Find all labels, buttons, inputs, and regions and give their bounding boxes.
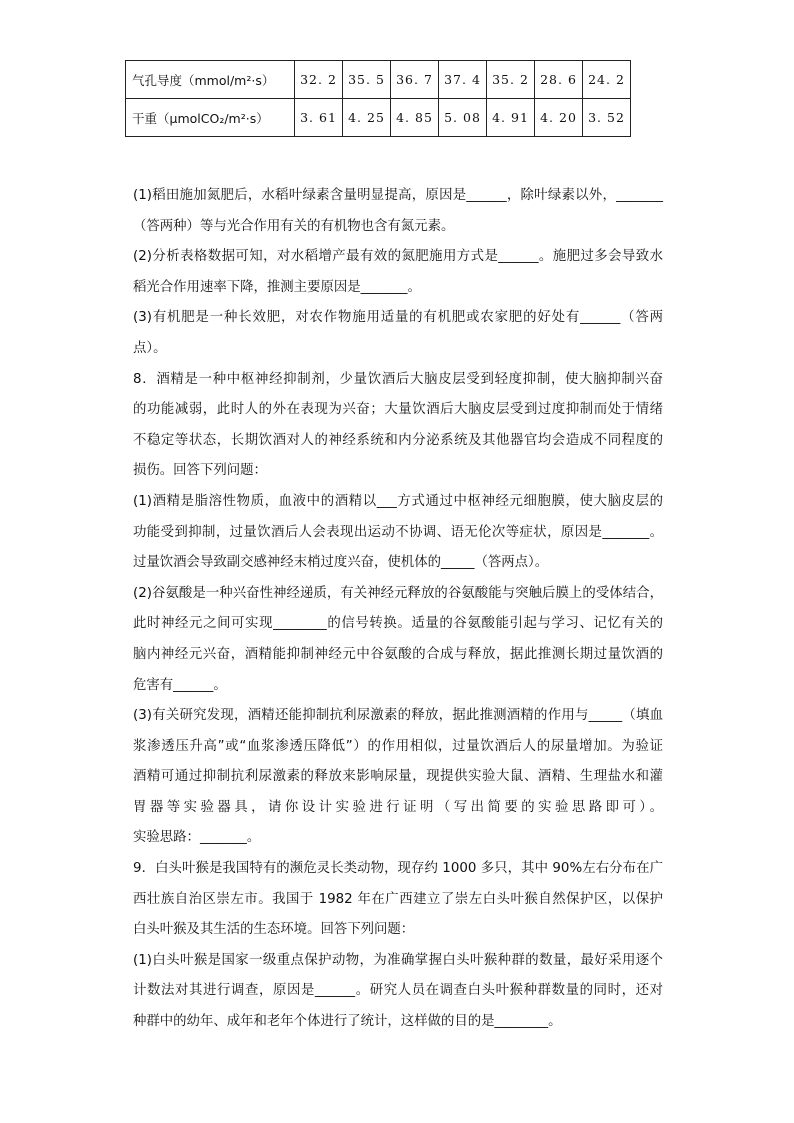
text-line: 过量饮酒会导致副交感神经末梢过度兴奋，使机体的_____（答两点）。 bbox=[133, 555, 549, 571]
row-label: 气孔导度（mmol/m²·s） bbox=[126, 61, 295, 99]
text-line: 8．酒精是一种中枢神经抑制剂，少量饮酒后大脑皮层受到轻度抑制，使大脑抑制兴奋 bbox=[133, 371, 663, 387]
data-table bbox=[125, 60, 631, 137]
data-table-body bbox=[126, 61, 631, 137]
text-line: 点）。 bbox=[133, 340, 167, 356]
row-label: 干重（μmolCO₂/m²·s） bbox=[126, 99, 295, 137]
table-cell: 5. 08 bbox=[439, 99, 487, 137]
text-line: 实验思路：_______。 bbox=[133, 830, 261, 846]
text-line: 酒精可通过抑制抗利尿激素的释放来影响尿量，现提供实验大鼠、酒精、生理盐水和灌 bbox=[133, 769, 663, 785]
table-cell: 24. 2 bbox=[583, 61, 631, 99]
text-line: 功能受到抑制，过量饮酒后人会表现出运动不协调、语无伦次等症状，原因是_______。 bbox=[133, 524, 663, 540]
table-cell: 4. 91 bbox=[487, 99, 535, 137]
table-row bbox=[126, 99, 631, 137]
text-line: 危害有______。 bbox=[133, 677, 227, 693]
text-line: 的功能减弱，此时人的外在表现为兴奋；大量饮酒后大脑皮层受到过度抑制而处于情绪 bbox=[133, 402, 663, 418]
text-line: 种群中的幼年、成年和老年个体进行了统计，这样做的目的是________。 bbox=[133, 1014, 562, 1030]
table-cell: 35. 5 bbox=[343, 61, 391, 99]
text-line: 计数法对其进行调查，原因是______。研究人员在调查白头叶猴种群数量的同时，还对 bbox=[133, 983, 663, 999]
text-line: 脑内神经元兴奋，酒精能抑制神经元中谷氨酸的合成与释放，据此推测长期过量饮酒的 bbox=[133, 646, 663, 662]
question-text bbox=[133, 181, 663, 1038]
table-cell: 4. 85 bbox=[391, 99, 439, 137]
text-line: 浆渗透压升高”或“血浆渗透压降低”）的作用相似，过量饮酒后人的尿量增加。为验证 bbox=[133, 738, 663, 754]
text-line: (2)分析表格数据可知，对水稻增产最有效的氮肥施用方式是______。施肥过多会导致水 bbox=[133, 249, 663, 265]
text-line: (3)有机肥是一种长效肥，对农作物施用适量的有机肥或农家肥的好处有______（答两 bbox=[133, 310, 663, 326]
text-line: (1)酒精是脂溶性物质，血液中的酒精以___方式通过中枢神经元细胞膜，使大脑皮层的 bbox=[133, 493, 663, 509]
text-line: 损伤。回答下列问题： bbox=[133, 463, 267, 479]
text-line: （答两种）等与光合作用有关的有机物也含有氮元素。 bbox=[133, 218, 455, 234]
text-line: 白头叶猴及其生活的生态环境。回答下列问题： bbox=[133, 922, 415, 938]
table-cell: 36. 7 bbox=[391, 61, 439, 99]
table-cell: 32. 2 bbox=[295, 61, 343, 99]
text-line: (1)白头叶猴是国家一级重点保护动物，为准确掌握白头叶猴种群的数量，最好采用逐个 bbox=[133, 952, 663, 968]
table-cell: 28. 6 bbox=[535, 61, 583, 99]
text-line: 9．白头叶猴是我国特有的濒危灵长类动物，现存约 1000 多只，其中 90%左右分布在广 bbox=[133, 861, 663, 877]
text-line: (2)谷氨酸是一种兴奋性神经递质，有关神经元释放的谷氨酸能与突触后膜上的受体结合， bbox=[133, 585, 663, 601]
table-row bbox=[126, 61, 631, 99]
text-line: 稻光合作用速率下降，推测主要原因是_______。 bbox=[133, 279, 421, 295]
text-line: (3)有关研究发现，酒精还能抑制抗利尿激素的释放，据此推测酒精的作用与_____（填血 bbox=[133, 708, 663, 724]
table-cell: 35. 2 bbox=[487, 61, 535, 99]
text-line: 此时神经元之间可实现________的信号转换。适量的谷氨酸能引起与学习、记忆有关的 bbox=[133, 616, 663, 632]
text-line: (1)稻田施加氮肥后，水稻叶绿素含量明显提高，原因是______，除叶绿素以外，_______ bbox=[133, 188, 663, 203]
text-line: 不稳定等状态，长期饮酒对人的神经系统和内分泌系统及其他器官均会造成不同程度的 bbox=[133, 432, 663, 448]
text-line: 西壮族自治区崇左市。我国于 1982 年在广西建立了崇左白头叶猴自然保护区，以保护 bbox=[133, 891, 663, 907]
table-cell: 3. 52 bbox=[583, 99, 631, 137]
text-line: 胃器等实验器具，请你设计实验进行证明（写出简要的实验思路即可）。 bbox=[133, 799, 663, 815]
table-cell: 4. 25 bbox=[343, 99, 391, 137]
table-cell: 4. 20 bbox=[535, 99, 583, 137]
table-cell: 3. 61 bbox=[295, 99, 343, 137]
table-cell: 37. 4 bbox=[439, 61, 487, 99]
